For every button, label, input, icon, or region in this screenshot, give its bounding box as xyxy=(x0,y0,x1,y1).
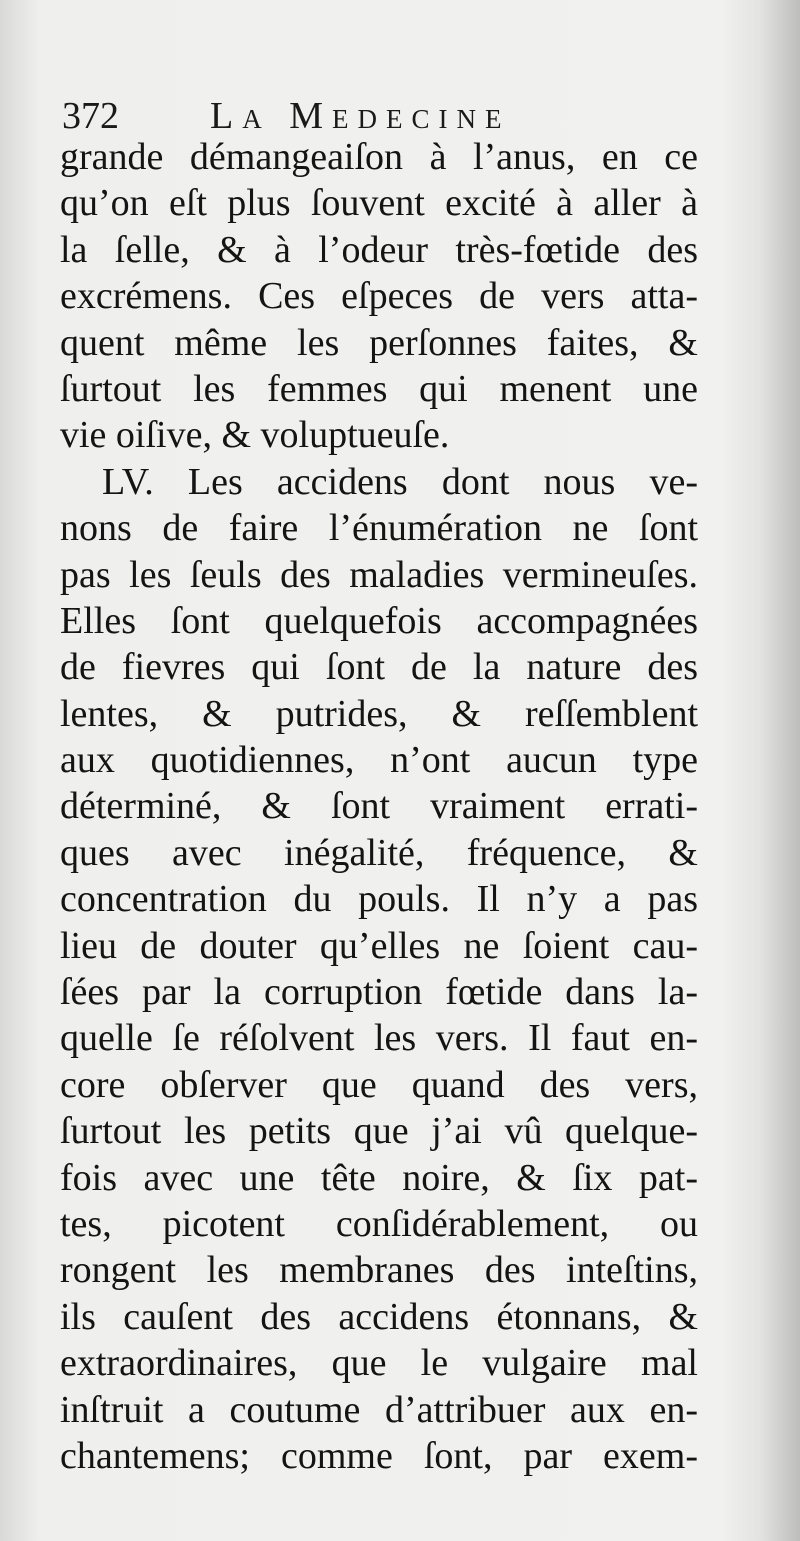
text-line: extraordinaires, que le vulgaire mal xyxy=(60,1342,698,1385)
text-line: quent même les perſonnes faites, & xyxy=(60,321,698,364)
text-line: concentration du pouls. Il n’y a pas xyxy=(60,878,698,921)
text-line: ſurtout les femmes qui menent une xyxy=(60,367,698,410)
body-text xyxy=(60,134,698,1479)
text-line: de fievres qui ſont de la nature des xyxy=(60,646,698,689)
text-line: la ſelle, & à l’odeur très-fœtide des xyxy=(60,228,698,271)
text-line: ſées par la corruption fœtide dans la- xyxy=(60,971,698,1014)
text-line: ſurtout les petits que j’ai vû quelque- xyxy=(60,1110,698,1153)
text-line: lentes, & putrides, & reſſemblent xyxy=(60,692,698,735)
text-line: nons de faire l’énumération ne ſont xyxy=(60,507,698,550)
text-line: Elles ſont quelquefois accompagnées xyxy=(60,599,698,642)
section-start-line: LV. Les accidens dont nous ve- xyxy=(102,460,698,503)
running-title: La Medecine xyxy=(210,95,511,137)
text-line: déterminé, & ſont vraiment errati- xyxy=(60,785,698,828)
text-line: pas les ſeuls des maladies vermineuſes. xyxy=(60,553,698,596)
text-line: fois avec une tête noire, & ſix pat- xyxy=(60,1156,698,1199)
text-line: ques avec inégalité, fréquence, & xyxy=(60,831,698,874)
text-line: chantemens; comme ſont, par exem- xyxy=(60,1434,698,1477)
paragraph-end-line: vie oiſive, & voluptueuſe. xyxy=(60,414,450,457)
text-line: excrémens. Ces eſpeces de vers atta- xyxy=(60,275,698,318)
text-line: ils cauſent des accidens étonnans, & xyxy=(60,1295,698,1338)
text-line: aux quotidiennes, n’ont aucun type xyxy=(60,739,698,782)
text-line: lieu de douter qu’elles ne ſoient cau- xyxy=(60,924,698,967)
page-number: 372 xyxy=(62,95,119,137)
text-line: grande démangeaiſon à l’anus, en ce xyxy=(60,136,698,178)
text-line: qu’on eſt plus ſouvent excité à aller à xyxy=(60,182,698,225)
text-line: inſtruit a coutume d’attribuer aux en- xyxy=(60,1388,698,1431)
text-line: rongent les membranes des inteſtins, xyxy=(60,1249,698,1292)
text-line: tes, picotent conſidérablement, ou xyxy=(60,1202,698,1245)
text-line: core obſerver que quand des vers, xyxy=(60,1063,698,1106)
text-line: quelle ſe réſolvent les vers. Il faut en- xyxy=(60,1017,698,1060)
running-head xyxy=(62,92,702,140)
